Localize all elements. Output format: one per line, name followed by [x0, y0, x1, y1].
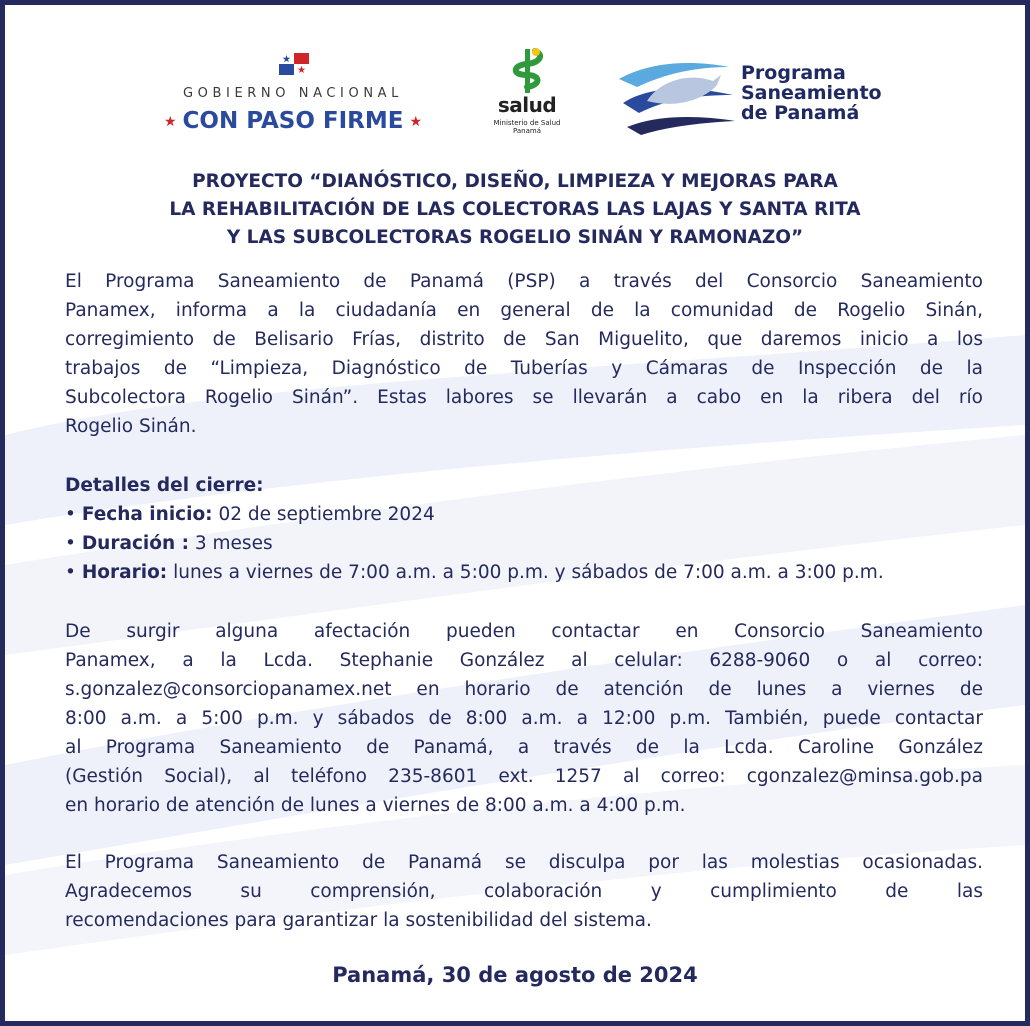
detail-duracion	[65, 529, 995, 558]
detail-horario	[65, 558, 995, 587]
intro-line-5: Subcolectora Rogelio Sinán”. Estas labores se llevarán a cabo en la ribera del río	[65, 387, 983, 408]
duracion-value: 3 meses	[194, 533, 273, 554]
intro-line-1: El Programa Saneamiento de Panamá (PSP) a través del Consorcio Saneamiento	[65, 271, 983, 292]
intro-line-4: trabajos de “Limpieza, Diagnóstico de Tuberías y Cámaras de Inspección de la	[65, 358, 983, 379]
contact-line-3: s.gonzalez@consorciopanamex.net en horario de atención de lunes a viernes de	[65, 679, 983, 700]
title-line-1: PROYECTO “DIANÓSTICO, DISEÑO, LIMPIEZA Y MEJORAS PARA	[192, 171, 838, 192]
gobierno-nacional-text: GOBIERNO NACIONAL	[183, 86, 403, 101]
intro-line-2: Panamex, informa a la ciudadanía en general de la comunidad de Rogelio Sinán,	[65, 300, 983, 321]
contact-line-7: en horario de atención de lunes a viernes de 8:00 a.m. a 4:00 p.m.	[65, 795, 686, 816]
closing-line-3: recomendaciones para garantizar la sostenibilidad del sistema.	[65, 910, 652, 931]
dolphin-wave-icon	[617, 57, 737, 137]
closing-paragraph	[65, 848, 983, 935]
date-footer: Panamá, 30 de agosto de 2024	[332, 963, 698, 987]
star-icon: ★	[163, 113, 177, 130]
serpent-staff-icon	[505, 45, 549, 95]
contact-line-5: al Programa Saneamiento de Panamá, a través de la Lcda. Caroline González	[65, 737, 983, 758]
con-paso-firme-label: CON PASO FIRME	[182, 108, 404, 134]
horario-value: lunes a viernes de 7:00 a.m. a 5:00 p.m. y sábados de 7:00 a.m. a 3:00 p.m.	[173, 562, 884, 583]
closing-line-2: Agradecemos su comprensión, colaboración y cumplimiento de las	[65, 881, 983, 902]
psp-name	[741, 63, 911, 123]
contact-line-4: 8:00 a.m. a 5:00 p.m. y sábados de 8:00 a.m. a 12:00 p.m. También, puede contactar	[65, 708, 983, 729]
psp-line-1: Programa	[741, 62, 846, 84]
bullet-icon: •	[65, 562, 76, 583]
title-line-2: LA REHABILITACIÓN DE LAS COLECTORAS LAS LAJAS Y SANTA RITA	[169, 199, 861, 220]
panama-text: Panamá	[512, 127, 542, 135]
intro-paragraph	[65, 267, 983, 441]
details-heading-text: Detalles del cierre:	[65, 475, 264, 496]
gobierno-nacional-logo	[143, 53, 443, 138]
contact-line-2: Panamex, a la Lcda. Stephanie González al celular: 6288-9060 o al correo:	[65, 650, 983, 671]
contact-paragraph	[65, 617, 983, 820]
closure-details	[65, 471, 995, 587]
logo-row	[5, 45, 1025, 145]
psp-line-3: de Panamá	[741, 102, 860, 124]
intro-line-6: Rogelio Sinán.	[65, 416, 197, 437]
ministerio-salud-logo	[487, 45, 567, 145]
panama-flag-icon	[279, 53, 309, 75]
title-line-3: Y LAS SUBCOLECTORAS ROGELIO SINÁN Y RAMONAZO”	[226, 227, 804, 248]
fecha-label: Fecha inicio:	[81, 504, 213, 525]
duracion-label: Duración :	[81, 533, 189, 554]
intro-line-3: corregimiento de Belisario Frías, distrito de San Miguelito, que daremos inicio a los	[65, 329, 983, 350]
contact-line-1: De surgir alguna afectación pueden contactar en Consorcio Saneamiento	[65, 621, 983, 642]
psp-line-2: Saneamiento	[741, 82, 882, 104]
bullet-icon: •	[65, 504, 76, 525]
bullet-icon: •	[65, 533, 76, 554]
star-icon: ★	[409, 113, 423, 130]
fecha-value: 02 de septiembre 2024	[218, 504, 435, 525]
details-heading	[65, 471, 995, 500]
detail-fecha	[65, 500, 995, 529]
contact-line-6: (Gestión Social), al teléfono 235-8601 ext. 1257 al correo: cgonzalez@minsa.gob.pa	[65, 766, 983, 787]
horario-label: Horario:	[81, 562, 168, 583]
con-paso-firme-text	[143, 108, 443, 134]
project-title	[95, 168, 935, 252]
programa-saneamiento-logo	[617, 57, 917, 137]
salud-text: salud	[497, 93, 557, 117]
closing-line-1: El Programa Saneamiento de Panamá se disculpa por las molestias ocasionadas.	[65, 852, 983, 873]
ministerio-text: Ministerio de Salud	[493, 119, 561, 127]
